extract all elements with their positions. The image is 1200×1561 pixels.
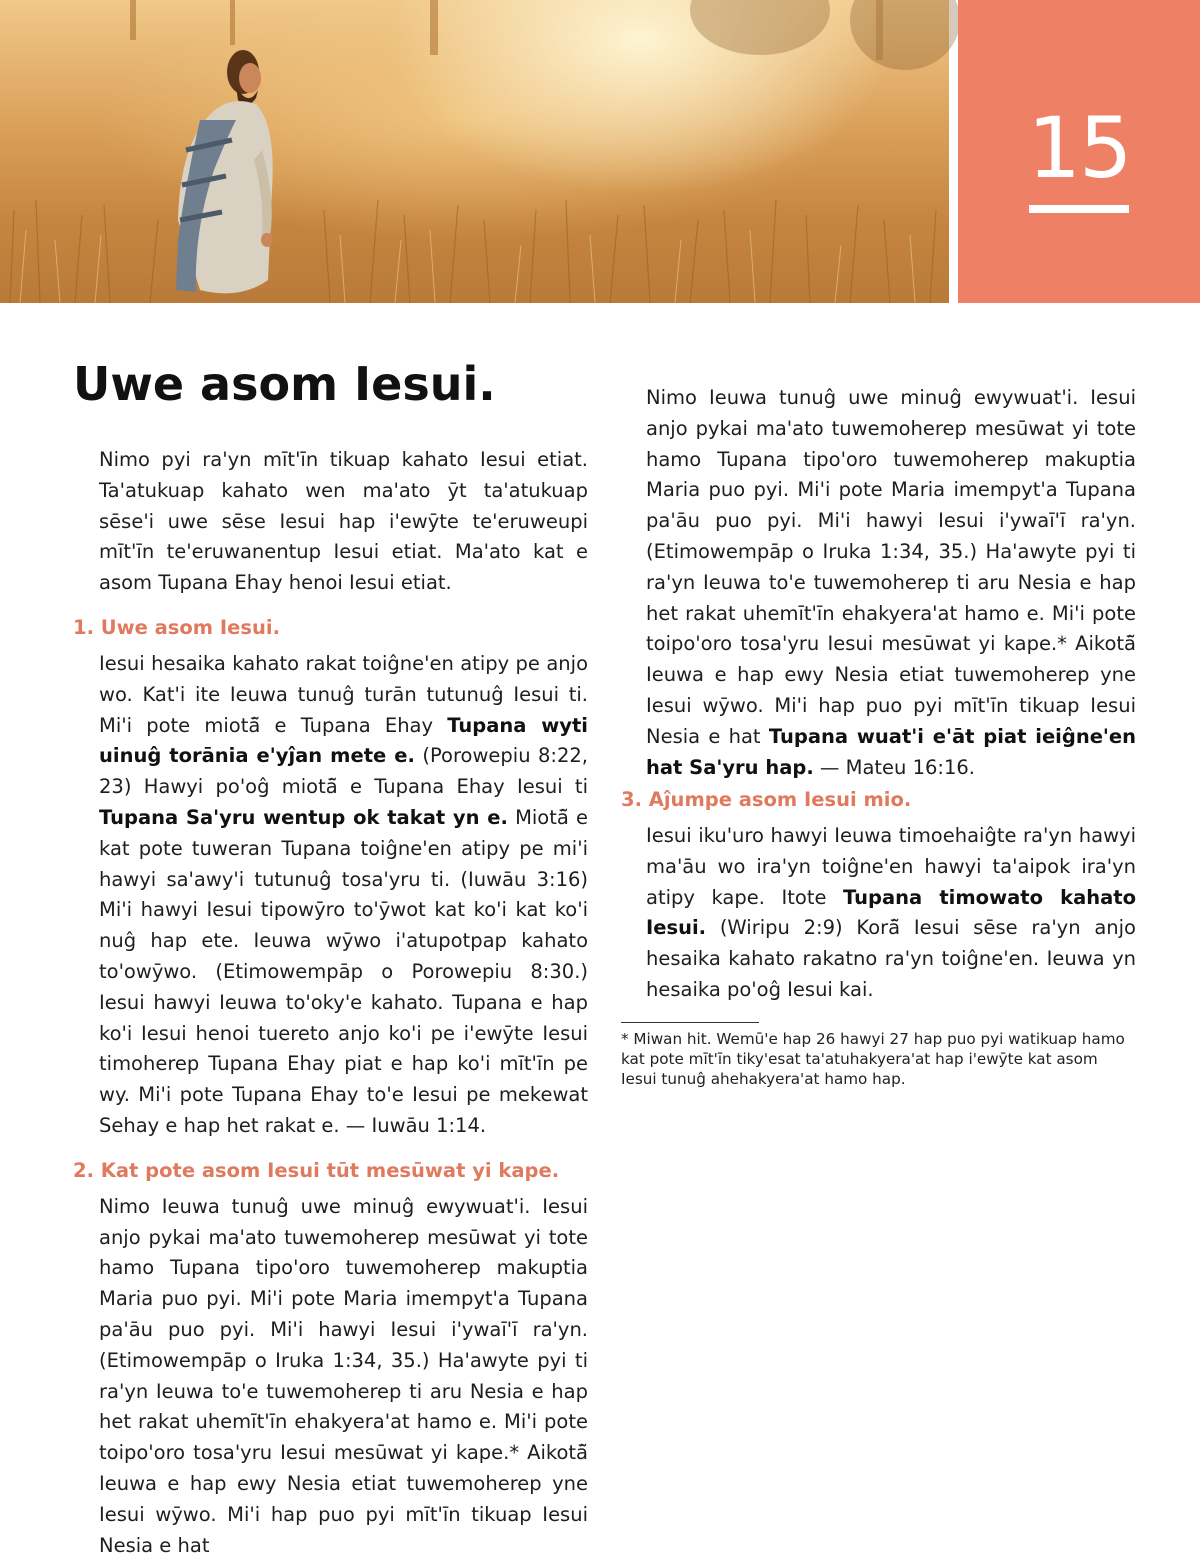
section-3-text-b: (Wiripu 2:9) Korā̃ Iesui sēse ra'yn anjo hesaika kahato rakatno ra'yn toiĝne'en. Ieuwa yn hesaika po'oĝ Iesui kai. (646, 916, 1136, 1001)
section-1-text-c: Miotā̃ e kat pote tuweran Tupana toiĝne'en atipy pe mi'i hawyi sa'awy'i tutunuĝ tosa'yru ti. (Iuwāu 3:16) Mi'i hawyi Iesui tipowȳro to'ȳwot kat ko'i kat ko'i nuĝ hap ete. Ieuwa wȳwo i'atupotpap kahato to'owȳwo. (Etimowempāp o Porowepiu 8:30.) Iesui hawyi Ieuwa to'oky'e kahato. Tupana e hap ko'i Iesui henoi tuereto anjo ko'i pe i'ewȳte Iesui timoherep Tupana Ehay piat e hap ko'i mīt'īn pe wy. Mi'i pote Tupana Ehay to'e Iesui pe mekewat Sehay e hap het rakat e. — Iuwāu 1:14. (99, 805, 588, 1137)
section-2-text-a-cont: Nimo Ieuwa tunuĝ uwe minuĝ ewywuat'i. Iesui anjo pykai ma'ato tuwemoherep mesūwat yi tote hamo Tupana tipo'oro tuwemoherep makuptia Maria puo pyi. Mi'i pote Maria imempyt'a Tupana pa'āu puo pyi. Mi'i hawyi Iesui i'ywaī'ī ra'yn. (Etimowempāp o Iruka 1:34, 35.) Ha'awyte pyi ti ra'yn Ieuwa to'e tuwemoherep ti aru Nesia e hap het rakat uhemīt'īn ehakyera'at hamo e. Mi'i pote toipo'oro tosa'yru Iesui mesūwat yi kape.* Aikotā̃ Ieuwa e hap ewy Nesia etiat tuwemoherep yne Iesui wȳwo. Mi'i hap puo pyi mīt'īn tikuap Iesui Nesia e hat (646, 386, 1136, 748)
section-3-text-a: Iesui iku'uro hawyi Ieuwa timoehaiĝte ra'yn hawyi ma'āu wo ira'yn toiĝne'en hawyi ta'aipok ira'yn atipy kape. Itote (646, 824, 1136, 909)
section-1-text-b: (Porowepiu 8:22, 23) Hawyi po'oĝ miotā̃ e Tupana Ehay Iesui ti (99, 744, 588, 799)
section-3-number: 3. (621, 788, 642, 811)
lesson-number: 15 (1027, 99, 1131, 197)
section-3-bold-a: Tupana timowato kahato Iesui. (646, 885, 1136, 940)
section-2-text-a: Nimo Ieuwa tunuĝ uwe minuĝ ewywuat'i. Iesui anjo pykai ma'ato tuwemoherep mesūwat yi tote hamo Tupana tipo'oro tuwemoherep makuptia Maria puo pyi. Mi'i pote Maria imempyt'a Tupana pa'āu puo pyi. Mi'i hawyi Iesui i'ywaī'ī ra'yn. (Etimowempāp o Iruka 1:34, 35.) Ha'awyte pyi ti ra'yn Ieuwa to'e tuwemoherep ti aru Nesia e hap het rakat uhemīt'īn ehakyera'at hamo e. Mi'i pote toipo'oro tosa'yru Iesui mesūwat yi kape.* Aikotā̃ Ieuwa e hap ewy Nesia etiat tuwemoherep yne Iesui wȳwo. Mi'i hap puo pyi mīt'īn tikuap Iesui Nesia e hat (99, 1194, 588, 1557)
right-column (621, 386, 1136, 1089)
section-2-text-b: — Mateu 16:16. (813, 755, 975, 779)
section-3-heading (621, 785, 1136, 815)
lesson-number-box (958, 0, 1200, 303)
intro-paragraph: Nimo pyi ra'yn mīt'īn tikuap kahato Iesui etiat. Ta'atukuap kahato wen ma'ato ȳt ta'atukuap sēse'i uwe sēse Iesui hap i'ewȳte te'eruweupi mīt'īn te'eruwanentup Iesui etiat. Ma'ato kat e asom Tupana Ehay henoi Iesui etiat. (99, 448, 588, 595)
lesson-number-underline (1029, 205, 1129, 213)
footnote: * Miwan hit. Wemū'e hap 26 hawyi 27 hap puo pyi watikuap hamo kat pote mīt'īn tiky'esat ta'atuhakyera'at hap i'ewȳte kat asom Iesui tunuĝ ahehakyera'at hamo hap. (621, 1029, 1125, 1088)
section-2-heading (73, 1156, 588, 1186)
lesson-title: Uwe asom Iesui. (73, 357, 496, 411)
field-illustration (0, 0, 949, 303)
section-1-bold-b: Tupana Sa'yru wentup ok takat yn e. (99, 805, 508, 829)
section-1-paragraph (99, 649, 588, 1142)
section-3-title: Aĵumpe asom Iesui mio. (648, 788, 912, 811)
grass (10, 200, 936, 303)
section-2-title: Kat pote asom Iesui tūt mesūwat yi kape. (100, 1158, 560, 1182)
section-2-paragraph-start (99, 1192, 588, 1557)
section-2-continuation-clip (621, 386, 1136, 779)
left-column (73, 445, 588, 1557)
section-2-paragraph-continued (646, 383, 1136, 783)
section-2-number: 2. (73, 1158, 94, 1182)
section-1-heading (73, 613, 588, 643)
section-2-bold-a: Tupana wuat'i e'āt piat ieiĝne'en hat Sa'yru hap. (646, 724, 1136, 779)
section-1-title: Uwe asom Iesui. (100, 615, 280, 639)
walking-man (176, 50, 273, 293)
section-1-bold-a: Tupana wyti uinuĝ torānia e'yĵan mete e. (99, 713, 588, 768)
hero-photo (0, 0, 949, 303)
section-1-number: 1. (73, 615, 94, 639)
grass-highlights (20, 230, 915, 303)
section-1-text-a: Iesui hesaika kahato rakat toiĝne'en atipy pe anjo wo. Kat'i ite Ieuwa tunuĝ turān tutunuĝ Iesui ti. Mi'i pote miotā̃ e Tupana Ehay (99, 651, 588, 737)
footnote-divider (621, 1022, 759, 1023)
section-3-paragraph (646, 821, 1136, 1006)
